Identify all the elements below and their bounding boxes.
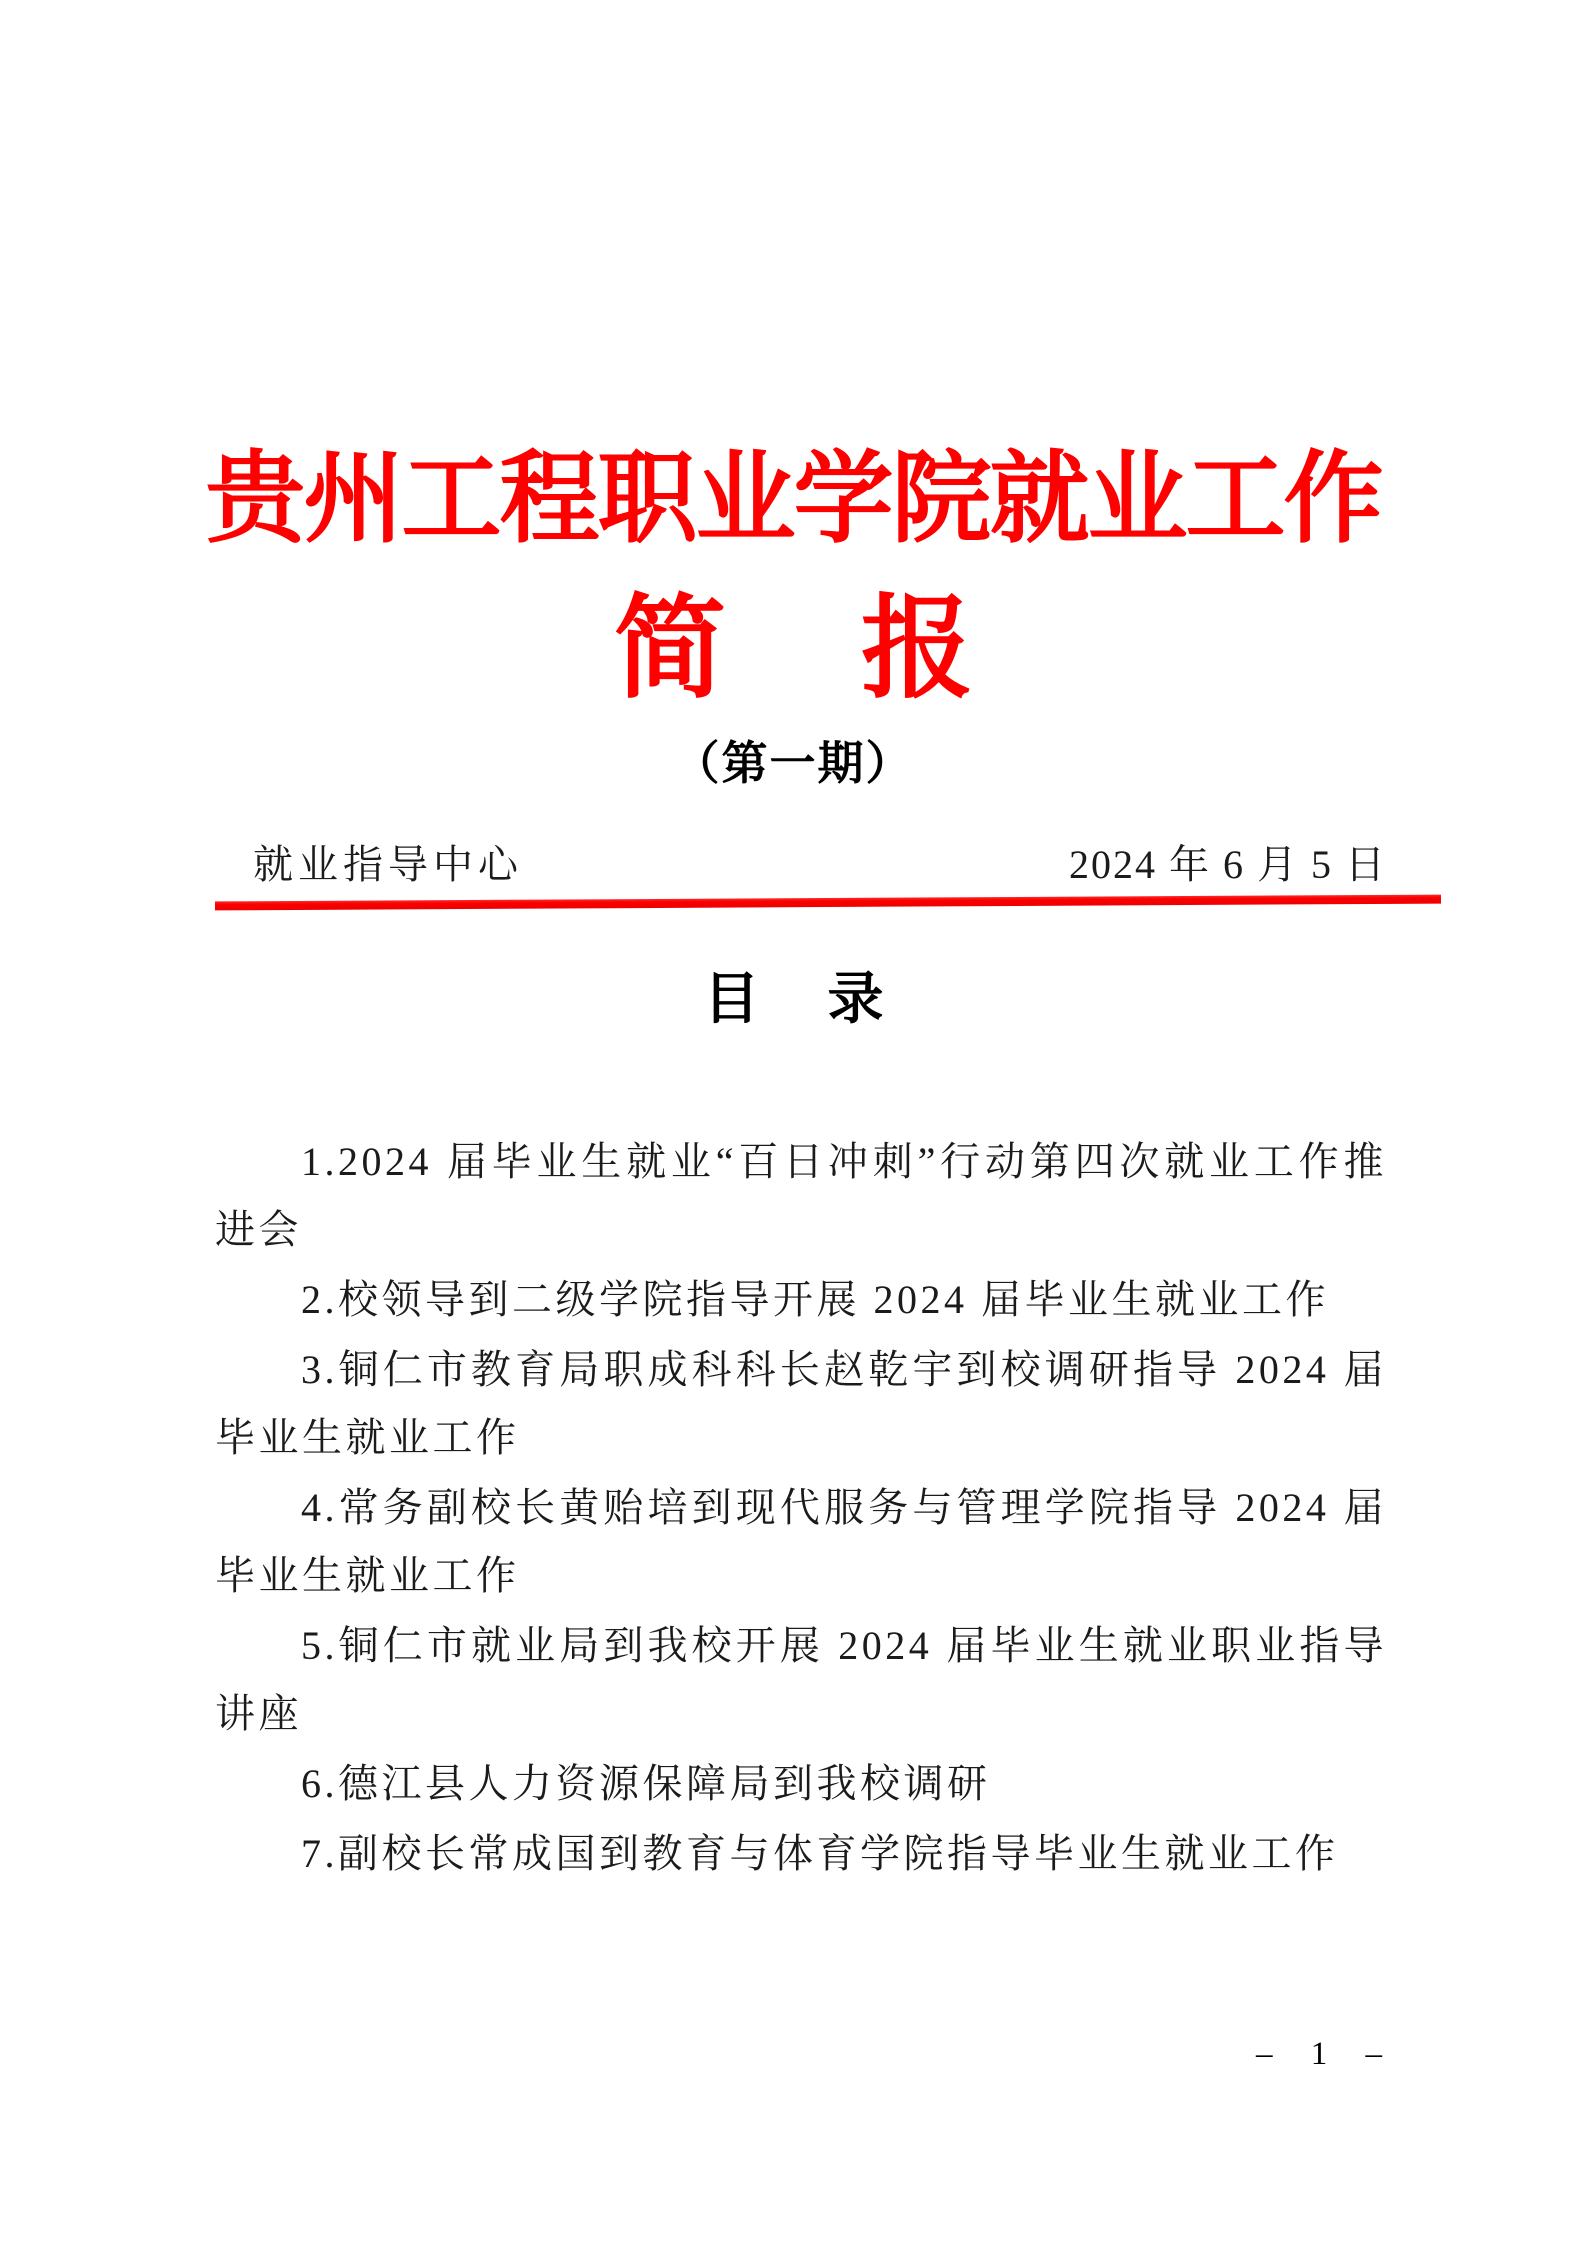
title-char-jian: 简 xyxy=(614,588,726,712)
toc-item-1: 1.2024 届毕业生就业“百日冲刺”行动第四次就业工作推进会 xyxy=(215,1139,1387,1252)
toc-item-3: 3.铜仁市教育局职成科科长赵乾宇到校调研指导 2024 届毕业生就业工作 xyxy=(215,1347,1387,1460)
toc-item-4: 4.常务副校长黄贻培到现代服务与管理学院指导 2024 届毕业生就业工作 xyxy=(215,1485,1387,1598)
issue-label: （第一期） xyxy=(673,738,914,789)
toc-item-7: 7.副校长常成国到教育与体育学院指导毕业生就业工作 xyxy=(301,1831,1339,1876)
meta-row xyxy=(215,838,1387,892)
issue-date: 2024 年 6 月 5 日 xyxy=(1069,842,1387,887)
page-number: – 1 – xyxy=(1256,2036,1391,2072)
toc-list xyxy=(215,1128,1387,1888)
publisher-name: 就业指导中心 xyxy=(253,842,523,887)
bulletin-title-line2 xyxy=(0,570,1587,730)
toc-item-5: 5.铜仁市就业局到我校开展 2024 届毕业生就业职业指导讲座 xyxy=(215,1623,1387,1736)
toc-item-2: 2.校领导到二级学院指导开展 2024 届毕业生就业工作 xyxy=(301,1277,1329,1322)
title-char-bao: 报 xyxy=(861,588,973,712)
toc-item-6: 6.德江县人力资源保障局到我校调研 xyxy=(301,1761,991,1806)
bulletin-title-line1: 贵州工程职业学院就业工作 xyxy=(205,444,1382,555)
red-divider-line xyxy=(215,895,1441,911)
toc-heading-char-lu: 录 xyxy=(827,969,884,1031)
toc-heading xyxy=(0,962,1587,1038)
toc-heading-char-mu: 目 xyxy=(703,969,760,1031)
